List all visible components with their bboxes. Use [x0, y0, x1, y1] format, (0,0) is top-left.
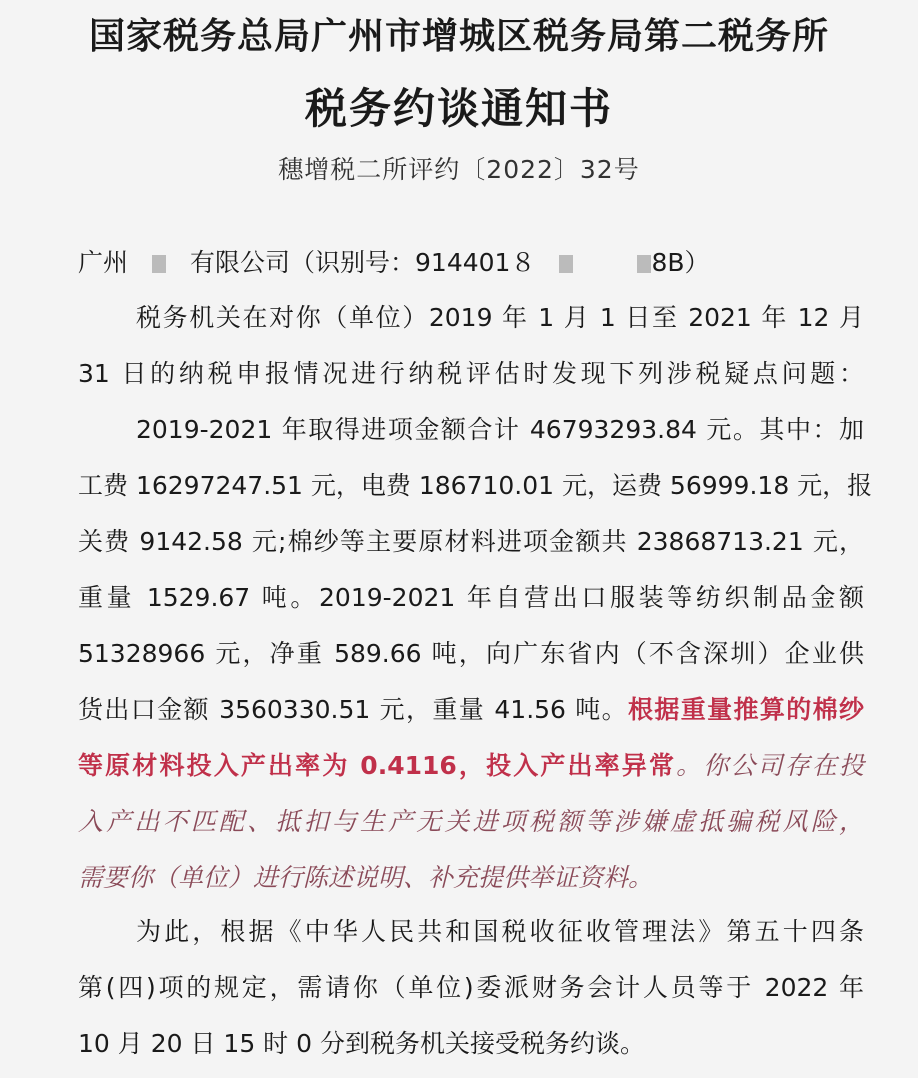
body-line: 51328966 元，净重 589.66 吨，向广东省内（不含深圳）企业供 — [78, 639, 864, 668]
redaction-mask — [152, 255, 166, 273]
document-number: 穗增税二所评约〔2022〕32号 — [278, 155, 640, 184]
body-line: 为此，根据《中华人民共和国税收征收管理法》第五十四条 — [136, 917, 864, 946]
body-line: 工费 16297247.51 元，电费 186710.01 元，运费 56999.18 元，报 — [78, 471, 873, 500]
document-title: 税务约谈通知书 — [304, 84, 613, 133]
body-line: 10 月 20 日 15 时 0 分到税务机关接受税务约谈。 — [78, 1029, 645, 1058]
body-line: 关费 9142.58 元;棉纱等主要原材料进项金额共 23868713.21 元， — [78, 527, 864, 556]
body-line: 重量 1529.67 吨。2019-2021 年自营出口服装等纺织制品金额 — [78, 583, 864, 612]
redaction-mask — [637, 255, 651, 273]
body-line: 第(四)项的规定，需请你（单位)委派财务会计人员等于 2022 年 — [78, 973, 864, 1002]
highlighted-text: 根据重量推算的棉纱 — [628, 695, 864, 724]
addressee-id-end: 8B） — [651, 248, 710, 277]
addressee-prefix: 广州 — [78, 248, 129, 277]
authority-heading: 国家税务总局广州市增城区税务局第二税务所 — [88, 15, 829, 57]
emphasized-line: 入产出不匹配、抵扣与生产无关进项税额等涉嫌虚抵骗税风险， — [78, 807, 864, 836]
emphasized-text: 。你公司存在投 — [676, 751, 864, 780]
body-line — [78, 693, 864, 727]
addressee-line — [78, 246, 864, 280]
redaction-mask — [559, 255, 573, 273]
highlighted-text: 等原材料投入产出率为 0.4116，投入产出率异常 — [78, 751, 677, 780]
body-line — [78, 749, 864, 783]
body-line: 31 日的纳税申报情况进行纳税评估时发现下列涉税疑点问题： — [78, 359, 864, 388]
addressee-suffix: 有限公司（识别号：914401８ — [190, 248, 536, 277]
emphasized-line: 需要你（单位）进行陈述说明、补充提供举证资料。 — [78, 863, 654, 892]
body-text: 货出口金额 3560330.51 元，重量 41.56 吨。 — [78, 695, 629, 724]
body-line: 税务机关在对你（单位）2019 年 1 月 1 日至 2021 年 12 月 — [136, 303, 864, 332]
body-line: 2019-2021 年取得进项金额合计 46793293.84 元。其中：加 — [136, 415, 864, 444]
